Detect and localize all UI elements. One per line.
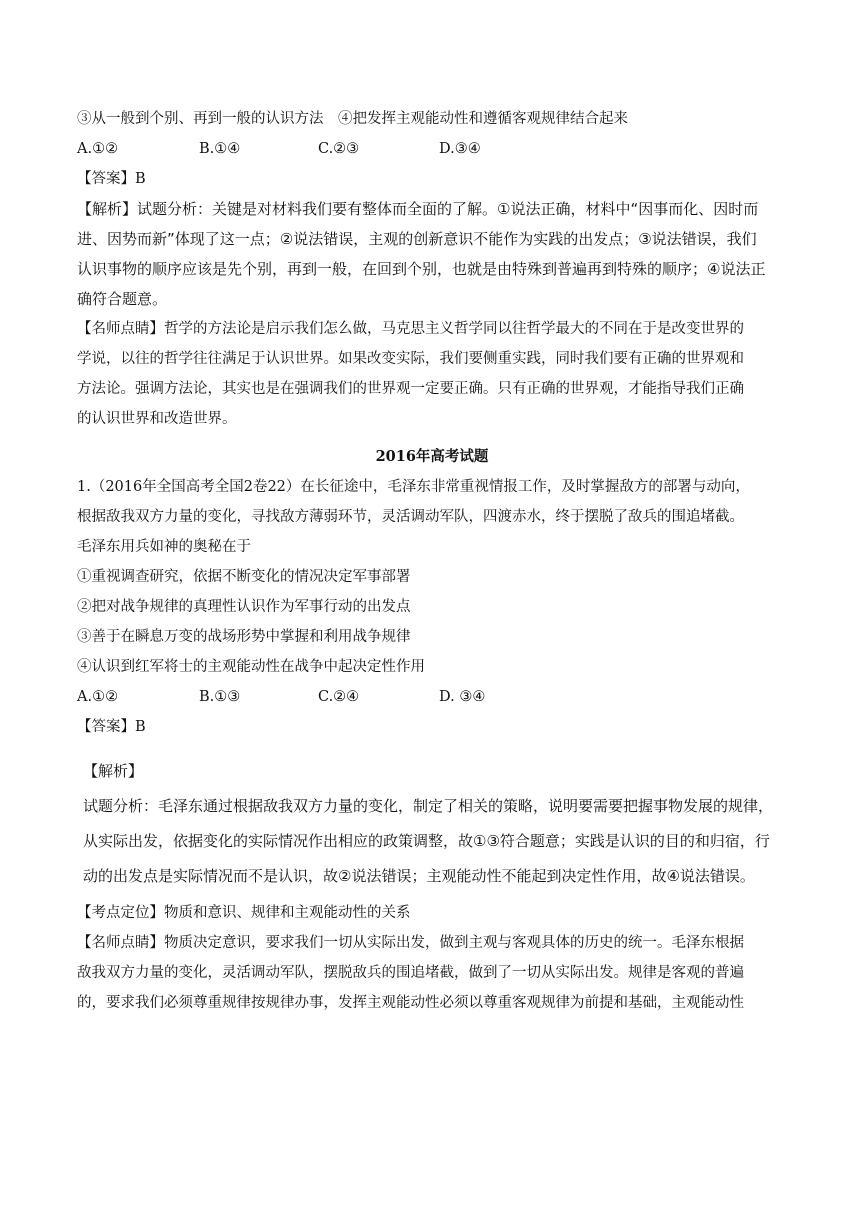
- option-b: B.①③: [199, 689, 241, 705]
- tips-line: 的认识世界和改造世界。: [77, 411, 237, 427]
- option-a: A.①②: [77, 141, 119, 157]
- page-content: [77, 104, 787, 1018]
- analysis-heading: 【解析】: [83, 762, 144, 780]
- question-stem: [77, 472, 787, 562]
- analysis-line: 进、因势而新”体现了这一点；②说法错误，主观的创新意识不能作为实践的出发点；③说法错误，我们: [77, 230, 757, 248]
- choice-item: ②把对战争规律的真理性认识作为军事行动的出发点: [77, 599, 411, 615]
- tips-line: 【名师点睛】物质决定意识，要求我们一切从实际出发，做到主观与客观具体的历史的统一。毛泽东根据: [77, 935, 744, 951]
- stem-line: 根据敌我双方力量的变化，寻找敌方薄弱环节，灵活调动军队，四渡赤水，终于摆脱了敌兵的围追堵截。: [77, 509, 744, 525]
- tips-paragraph: [77, 928, 787, 1018]
- answer-options: [77, 134, 787, 164]
- option-line: ③从一般到个别、再到一般的认识方法 ④把发挥主观能动性和遵循客观规律结合起来: [77, 111, 628, 127]
- option-c: C.②③: [318, 141, 360, 157]
- stem-line: 1.（2016年全国高考全国2卷22）在长征途中，毛泽东非常重视情报工作，及时掌握敌方的部署与动向，: [77, 479, 750, 495]
- analysis-line: 认识事物的顺序应该是先个别，再到一般，在回到个别，也就是由特殊到普遍再到特殊的顺序；④说法正: [77, 260, 766, 278]
- tips-line: 学说，以往的哲学往往满足于认识世界。如果改变实际，我们要侧重实践，同时我们要有正确的世界观和: [77, 351, 744, 367]
- option-d: D. ③④: [439, 689, 486, 705]
- option-b: B.①④: [199, 141, 241, 157]
- answer-line: 【答案】B: [77, 171, 146, 187]
- tips-line: 方法论。强调方法论，其实也是在强调我们的世界观一定要正确。只有正确的世界观，才能指导我们正确: [77, 381, 744, 397]
- tips-line: 【名师点睛】哲学的方法论是启示我们怎么做，马克思主义哲学同以往哲学最大的不同在于是改变世界的: [77, 321, 744, 337]
- question-choices: [77, 562, 787, 682]
- answer-line: 【答案】B: [77, 719, 146, 735]
- option-c: C.②④: [318, 689, 360, 705]
- choice-item: ①重视调查研究，依据不断变化的情况决定军事部署: [77, 569, 411, 585]
- answer-options: [77, 682, 787, 712]
- analysis-line: 确符合题意。: [77, 290, 168, 308]
- choice-item: ④认识到红军将士的主观能动性在战争中起决定性作用: [77, 659, 425, 675]
- stem-line: 毛泽东用兵如神的奥秘在于: [77, 539, 251, 555]
- key-point-line: 【考点定位】物质和意识、规律和主观能动性的关系: [77, 905, 411, 921]
- tips-line: 敌我双方力量的变化，灵活调动军队，摆脱敌兵的围追堵截，做到了一切从实际出发。规律是客观的普遍: [77, 965, 744, 981]
- section-title: 2016年高考试题: [375, 448, 489, 465]
- tips-paragraph: [77, 314, 787, 434]
- option-a: A.①②: [77, 689, 119, 705]
- choice-item: ③善于在瞬息万变的战场形势中掌握和利用战争规律: [77, 629, 411, 645]
- analysis-line: 动的出发点是实际情况而不是认识，故②说法错误；主观能动性不能起到决定性作用，故④说法错误。: [83, 867, 755, 885]
- analysis-line: 从实际出发，依据变化的实际情况作出相应的政策调整，故①③符合题意；实践是认识的目的和归宿，行: [83, 832, 770, 850]
- analysis-line: 试题分析：毛泽东通过根据敌我双方力量的变化，制定了相关的策略，说明要需要把握事物发展的规律，: [83, 797, 774, 815]
- analysis-block: [77, 754, 787, 894]
- option-d: D.③④: [439, 141, 481, 157]
- analysis-paragraph: [77, 194, 787, 314]
- tips-line: 的，要求我们必须尊重规律按规律办事，发挥主观能动性必须以尊重客观规律为前提和基础，主观能动性: [77, 995, 744, 1011]
- analysis-line: 【解析】试题分析：关键是对材料我们要有整体而全面的了解。①说法正确，材料中“因事而化、因时而: [77, 200, 759, 218]
